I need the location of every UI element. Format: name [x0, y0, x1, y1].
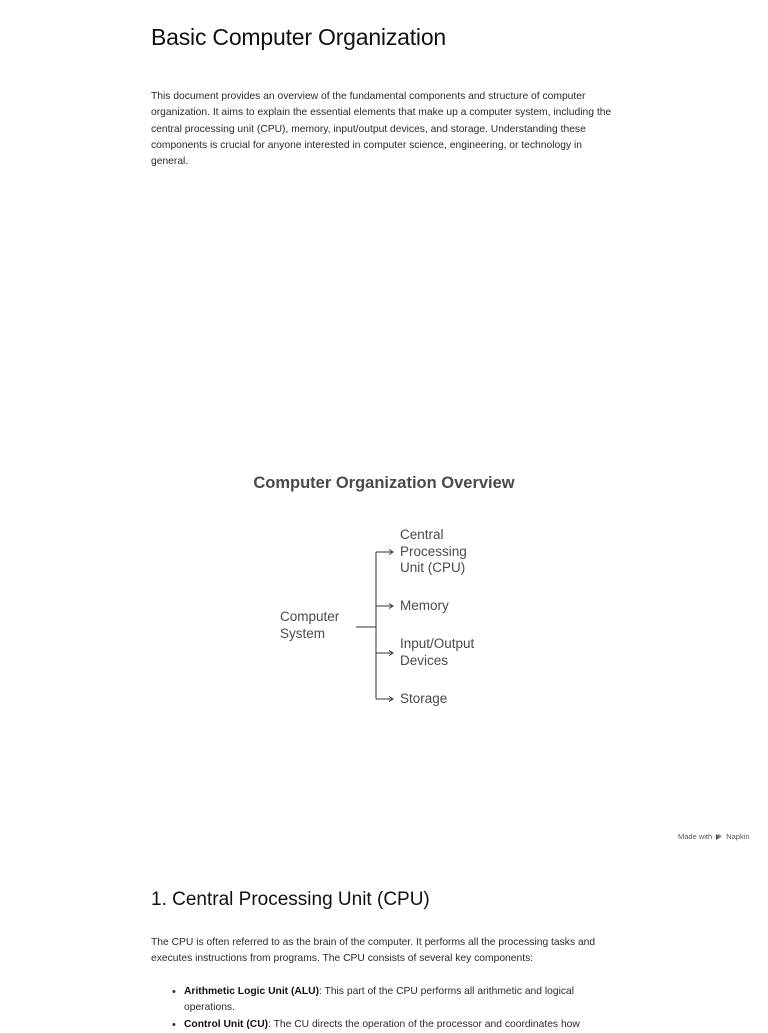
napkin-logo-icon — [715, 833, 723, 841]
bullet-icon: • — [172, 1018, 176, 1031]
made-with-napkin-badge[interactable] — [678, 832, 750, 841]
section-body-cpu: The CPU is often referred to as the brain of the computer. It performs all the processing tasks and executes instructions from programs. The CPU consists of several key components: — [151, 937, 596, 965]
arrow-head-memory — [389, 604, 393, 609]
diagram-title: Computer Organization Overview — [253, 474, 515, 492]
list-item-text: : This part of the CPU performs all arithmetic and logical operations. — [184, 986, 575, 1014]
section-heading-cpu: 1. Central Processing Unit (CPU) — [151, 889, 430, 910]
bullet-icon: • — [172, 986, 176, 998]
arrow-head-storage — [389, 697, 393, 702]
arrow-head-io — [389, 651, 393, 656]
branch-label-memory: Memory — [400, 598, 449, 613]
intro-paragraph: This document provides an overview of the fundamental components and structure of computer organization. It aims to explain the essential elements that make up a computer system, including the central processing unit (CPU), memory, input/output devices, and storage. Understanding these components is crucial for anyone interested in computer science, engineering, or technology in general. — [151, 91, 612, 168]
branch-label-io: Input/Output Devices — [400, 636, 475, 668]
cpu-components-list — [151, 984, 621, 1033]
page-title: Basic Computer Organization — [151, 24, 447, 50]
arrow-head-cpu — [389, 550, 393, 555]
root-node-label: Computer System — [280, 609, 340, 641]
list-item — [151, 1017, 621, 1033]
made-with-text: Made with — [678, 832, 713, 841]
list-item — [151, 984, 621, 1017]
list-item-term: Control Unit (CU) — [184, 1018, 269, 1030]
branch-label-cpu: Central Processing Unit (CPU) — [400, 527, 467, 576]
list-item-text: : The CU directs the operation of the processor and coordinates how — [268, 1018, 580, 1030]
napkin-brand-text: Napkin — [726, 832, 750, 841]
branch-label-storage: Storage — [400, 691, 448, 706]
list-item-term: Arithmetic Logic Unit (ALU) — [184, 986, 319, 997]
